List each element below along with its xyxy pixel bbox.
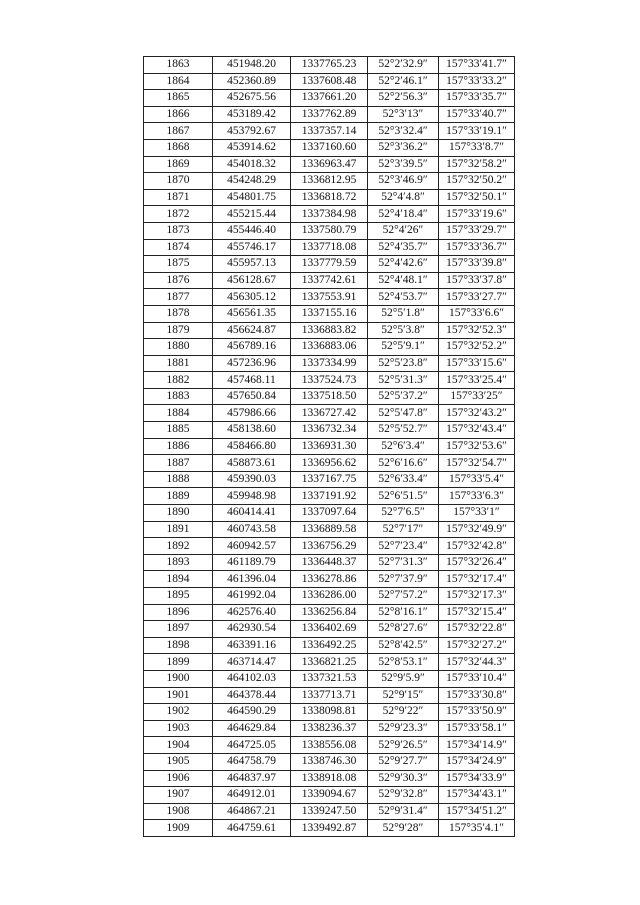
y-coordinate-cell: 1337321.53: [291, 670, 368, 687]
table-row: [144, 422, 515, 439]
point-number-cell: 1907: [144, 787, 213, 804]
longitude-cell: 157°33′40.7″: [439, 106, 515, 123]
y-coordinate-cell: 1336286.00: [291, 588, 368, 605]
table-row: [144, 57, 515, 74]
x-coordinate-cell: 460414.41: [213, 505, 291, 522]
point-number-cell: 1871: [144, 189, 213, 206]
x-coordinate-cell: 461992.04: [213, 588, 291, 605]
y-coordinate-cell: 1339247.50: [291, 803, 368, 820]
latitude-cell: 52°9′30.3″: [368, 770, 439, 787]
table-row: [144, 720, 515, 737]
table-row: [144, 471, 515, 488]
latitude-cell: 52°3′39.5″: [368, 156, 439, 173]
latitude-cell: 52°2′46.1″: [368, 73, 439, 90]
x-coordinate-cell: 454018.32: [213, 156, 291, 173]
longitude-cell: 157°33′6.3″: [439, 488, 515, 505]
table-row: [144, 521, 515, 538]
y-coordinate-cell: 1337097.64: [291, 505, 368, 522]
longitude-cell: 157°32′43.4″: [439, 422, 515, 439]
longitude-cell: 157°32′22.8″: [439, 621, 515, 638]
point-number-cell: 1884: [144, 405, 213, 422]
x-coordinate-cell: 455215.44: [213, 206, 291, 223]
y-coordinate-cell: 1336256.84: [291, 604, 368, 621]
table-row: [144, 139, 515, 156]
longitude-cell: 157°33′35.7″: [439, 90, 515, 107]
x-coordinate-cell: 464758.79: [213, 753, 291, 770]
point-number-cell: 1891: [144, 521, 213, 538]
longitude-cell: 157°32′50.1″: [439, 189, 515, 206]
point-number-cell: 1895: [144, 588, 213, 605]
point-number-cell: 1902: [144, 704, 213, 721]
x-coordinate-cell: 464725.05: [213, 737, 291, 754]
table-row: [144, 189, 515, 206]
point-number-cell: 1865: [144, 90, 213, 107]
longitude-cell: 157°32′26.4″: [439, 554, 515, 571]
y-coordinate-cell: 1337334.99: [291, 355, 368, 372]
longitude-cell: 157°33′39.8″: [439, 256, 515, 273]
table-row: [144, 339, 515, 356]
longitude-cell: 157°32′42.8″: [439, 538, 515, 555]
table-row: [144, 90, 515, 107]
longitude-cell: 157°32′17.4″: [439, 571, 515, 588]
latitude-cell: 52°4′18.4″: [368, 206, 439, 223]
x-coordinate-cell: 456624.87: [213, 322, 291, 339]
x-coordinate-cell: 460743.58: [213, 521, 291, 538]
latitude-cell: 52°8′42.5″: [368, 637, 439, 654]
table-row: [144, 106, 515, 123]
table-row: [144, 753, 515, 770]
x-coordinate-cell: 458466.80: [213, 438, 291, 455]
point-number-cell: 1900: [144, 670, 213, 687]
latitude-cell: 52°4′53.7″: [368, 289, 439, 306]
x-coordinate-cell: 457236.96: [213, 355, 291, 372]
y-coordinate-cell: 1336889.58: [291, 521, 368, 538]
table-row: [144, 637, 515, 654]
coordinates-table-body: [144, 57, 515, 837]
point-number-cell: 1886: [144, 438, 213, 455]
point-number-cell: 1903: [144, 720, 213, 737]
latitude-cell: 52°5′37.2″: [368, 388, 439, 405]
y-coordinate-cell: 1338236.37: [291, 720, 368, 737]
table-row: [144, 554, 515, 571]
latitude-cell: 52°9′23.3″: [368, 720, 439, 737]
x-coordinate-cell: 453189.42: [213, 106, 291, 123]
latitude-cell: 52°3′36.2″: [368, 139, 439, 156]
longitude-cell: 157°32′52.2″: [439, 339, 515, 356]
y-coordinate-cell: 1338746.30: [291, 753, 368, 770]
point-number-cell: 1878: [144, 305, 213, 322]
y-coordinate-cell: 1336883.82: [291, 322, 368, 339]
latitude-cell: 52°5′1.8″: [368, 305, 439, 322]
x-coordinate-cell: 463391.16: [213, 637, 291, 654]
y-coordinate-cell: 1336756.29: [291, 538, 368, 555]
table-row: [144, 588, 515, 605]
table-row: [144, 455, 515, 472]
point-number-cell: 1876: [144, 272, 213, 289]
y-coordinate-cell: 1337762.89: [291, 106, 368, 123]
longitude-cell: 157°33′15.6″: [439, 355, 515, 372]
table-row: [144, 770, 515, 787]
y-coordinate-cell: 1337357.14: [291, 123, 368, 140]
x-coordinate-cell: 452675.56: [213, 90, 291, 107]
latitude-cell: 52°6′3.4″: [368, 438, 439, 455]
longitude-cell: 157°33′25″: [439, 388, 515, 405]
point-number-cell: 1869: [144, 156, 213, 173]
point-number-cell: 1897: [144, 621, 213, 638]
x-coordinate-cell: 459390.03: [213, 471, 291, 488]
y-coordinate-cell: 1336812.95: [291, 173, 368, 190]
x-coordinate-cell: 458873.61: [213, 455, 291, 472]
table-row: [144, 687, 515, 704]
x-coordinate-cell: 456789.16: [213, 339, 291, 356]
table-row: [144, 123, 515, 140]
y-coordinate-cell: 1339094.67: [291, 787, 368, 804]
table-row: [144, 289, 515, 306]
x-coordinate-cell: 464867.21: [213, 803, 291, 820]
longitude-cell: 157°33′29.7″: [439, 222, 515, 239]
y-coordinate-cell: 1338918.08: [291, 770, 368, 787]
latitude-cell: 52°9′15″: [368, 687, 439, 704]
latitude-cell: 52°3′13″: [368, 106, 439, 123]
point-number-cell: 1866: [144, 106, 213, 123]
y-coordinate-cell: 1337608.48: [291, 73, 368, 90]
table-row: [144, 222, 515, 239]
longitude-cell: 157°33′8.7″: [439, 139, 515, 156]
latitude-cell: 52°2′32.9″: [368, 57, 439, 74]
y-coordinate-cell: 1336883.06: [291, 339, 368, 356]
table-row: [144, 305, 515, 322]
latitude-cell: 52°9′31.4″: [368, 803, 439, 820]
point-number-cell: 1873: [144, 222, 213, 239]
point-number-cell: 1877: [144, 289, 213, 306]
longitude-cell: 157°33′1″: [439, 505, 515, 522]
table-row: [144, 239, 515, 256]
longitude-cell: 157°35′4.1″: [439, 820, 515, 837]
table-row: [144, 206, 515, 223]
latitude-cell: 52°7′17″: [368, 521, 439, 538]
longitude-cell: 157°33′30.8″: [439, 687, 515, 704]
y-coordinate-cell: 1337765.23: [291, 57, 368, 74]
point-number-cell: 1887: [144, 455, 213, 472]
table-row: [144, 156, 515, 173]
longitude-cell: 157°32′27.2″: [439, 637, 515, 654]
longitude-cell: 157°33′37.8″: [439, 272, 515, 289]
table-row: [144, 803, 515, 820]
point-number-cell: 1898: [144, 637, 213, 654]
latitude-cell: 52°9′32.8″: [368, 787, 439, 804]
x-coordinate-cell: 457986.66: [213, 405, 291, 422]
x-coordinate-cell: 454801.75: [213, 189, 291, 206]
longitude-cell: 157°34′33.9″: [439, 770, 515, 787]
y-coordinate-cell: 1336727.42: [291, 405, 368, 422]
y-coordinate-cell: 1337524.73: [291, 372, 368, 389]
x-coordinate-cell: 464759.61: [213, 820, 291, 837]
latitude-cell: 52°4′35.7″: [368, 239, 439, 256]
point-number-cell: 1872: [144, 206, 213, 223]
table-row: [144, 621, 515, 638]
x-coordinate-cell: 461396.04: [213, 571, 291, 588]
table-row: [144, 670, 515, 687]
point-number-cell: 1875: [144, 256, 213, 273]
table-row: [144, 538, 515, 555]
longitude-cell: 157°32′53.6″: [439, 438, 515, 455]
longitude-cell: 157°32′49.9″: [439, 521, 515, 538]
point-number-cell: 1901: [144, 687, 213, 704]
longitude-cell: 157°32′50.2″: [439, 173, 515, 190]
latitude-cell: 52°5′47.8″: [368, 405, 439, 422]
longitude-cell: 157°32′58.2″: [439, 156, 515, 173]
table-row: [144, 737, 515, 754]
point-number-cell: 1908: [144, 803, 213, 820]
y-coordinate-cell: 1339492.87: [291, 820, 368, 837]
latitude-cell: 52°4′26″: [368, 222, 439, 239]
y-coordinate-cell: 1336402.69: [291, 621, 368, 638]
latitude-cell: 52°5′9.1″: [368, 339, 439, 356]
longitude-cell: 157°33′36.7″: [439, 239, 515, 256]
longitude-cell: 157°34′14.9″: [439, 737, 515, 754]
point-number-cell: 1881: [144, 355, 213, 372]
x-coordinate-cell: 451948.20: [213, 57, 291, 74]
point-number-cell: 1890: [144, 505, 213, 522]
x-coordinate-cell: 456305.12: [213, 289, 291, 306]
point-number-cell: 1896: [144, 604, 213, 621]
longitude-cell: 157°32′52.3″: [439, 322, 515, 339]
x-coordinate-cell: 454248.29: [213, 173, 291, 190]
table-row: [144, 355, 515, 372]
x-coordinate-cell: 462930.54: [213, 621, 291, 638]
point-number-cell: 1904: [144, 737, 213, 754]
x-coordinate-cell: 455957.13: [213, 256, 291, 273]
latitude-cell: 52°3′32.4″: [368, 123, 439, 140]
latitude-cell: 52°6′51.5″: [368, 488, 439, 505]
table-row: [144, 787, 515, 804]
table-row: [144, 571, 515, 588]
table-row: [144, 438, 515, 455]
x-coordinate-cell: 453792.67: [213, 123, 291, 140]
y-coordinate-cell: 1336818.72: [291, 189, 368, 206]
y-coordinate-cell: 1337742.61: [291, 272, 368, 289]
x-coordinate-cell: 460942.57: [213, 538, 291, 555]
longitude-cell: 157°33′6.6″: [439, 305, 515, 322]
x-coordinate-cell: 464590.29: [213, 704, 291, 721]
longitude-cell: 157°32′54.7″: [439, 455, 515, 472]
table-row: [144, 372, 515, 389]
y-coordinate-cell: 1337553.91: [291, 289, 368, 306]
y-coordinate-cell: 1337713.71: [291, 687, 368, 704]
x-coordinate-cell: 452360.89: [213, 73, 291, 90]
latitude-cell: 52°7′57.2″: [368, 588, 439, 605]
point-number-cell: 1885: [144, 422, 213, 439]
y-coordinate-cell: 1337661.20: [291, 90, 368, 107]
point-number-cell: 1882: [144, 372, 213, 389]
table-row: [144, 704, 515, 721]
point-number-cell: 1883: [144, 388, 213, 405]
longitude-cell: 157°32′43.2″: [439, 405, 515, 422]
x-coordinate-cell: 461189.79: [213, 554, 291, 571]
latitude-cell: 52°9′26.5″: [368, 737, 439, 754]
point-number-cell: 1864: [144, 73, 213, 90]
longitude-cell: 157°33′27.7″: [439, 289, 515, 306]
coordinates-table: [143, 56, 515, 837]
longitude-cell: 157°33′10.4″: [439, 670, 515, 687]
longitude-cell: 157°33′41.7″: [439, 57, 515, 74]
y-coordinate-cell: 1336448.37: [291, 554, 368, 571]
x-coordinate-cell: 456561.35: [213, 305, 291, 322]
point-number-cell: 1893: [144, 554, 213, 571]
x-coordinate-cell: 464102.03: [213, 670, 291, 687]
longitude-cell: 157°32′44.3″: [439, 654, 515, 671]
point-number-cell: 1863: [144, 57, 213, 74]
longitude-cell: 157°33′19.6″: [439, 206, 515, 223]
x-coordinate-cell: 457650.84: [213, 388, 291, 405]
point-number-cell: 1899: [144, 654, 213, 671]
point-number-cell: 1905: [144, 753, 213, 770]
latitude-cell: 52°6′16.6″: [368, 455, 439, 472]
point-number-cell: 1868: [144, 139, 213, 156]
latitude-cell: 52°9′28″: [368, 820, 439, 837]
y-coordinate-cell: 1336821.25: [291, 654, 368, 671]
x-coordinate-cell: 464837.97: [213, 770, 291, 787]
longitude-cell: 157°33′25.4″: [439, 372, 515, 389]
y-coordinate-cell: 1337580.79: [291, 222, 368, 239]
y-coordinate-cell: 1336956.62: [291, 455, 368, 472]
x-coordinate-cell: 455446.40: [213, 222, 291, 239]
table-row: [144, 322, 515, 339]
y-coordinate-cell: 1336732.34: [291, 422, 368, 439]
latitude-cell: 52°9′27.7″: [368, 753, 439, 770]
point-number-cell: 1888: [144, 471, 213, 488]
longitude-cell: 157°33′19.1″: [439, 123, 515, 140]
longitude-cell: 157°33′5.4″: [439, 471, 515, 488]
table-row: [144, 256, 515, 273]
y-coordinate-cell: 1337779.59: [291, 256, 368, 273]
point-number-cell: 1892: [144, 538, 213, 555]
x-coordinate-cell: 456128.67: [213, 272, 291, 289]
x-coordinate-cell: 455746.17: [213, 239, 291, 256]
longitude-cell: 157°33′33.2″: [439, 73, 515, 90]
table-row: [144, 488, 515, 505]
table-row: [144, 73, 515, 90]
longitude-cell: 157°32′17.3″: [439, 588, 515, 605]
latitude-cell: 52°5′31.3″: [368, 372, 439, 389]
latitude-cell: 52°8′27.6″: [368, 621, 439, 638]
y-coordinate-cell: 1337160.60: [291, 139, 368, 156]
latitude-cell: 52°4′4.8″: [368, 189, 439, 206]
y-coordinate-cell: 1337718.08: [291, 239, 368, 256]
table-row: [144, 505, 515, 522]
latitude-cell: 52°9′22″: [368, 704, 439, 721]
point-number-cell: 1889: [144, 488, 213, 505]
x-coordinate-cell: 457468.11: [213, 372, 291, 389]
longitude-cell: 157°34′43.1″: [439, 787, 515, 804]
point-number-cell: 1867: [144, 123, 213, 140]
y-coordinate-cell: 1338556.08: [291, 737, 368, 754]
x-coordinate-cell: 464629.84: [213, 720, 291, 737]
table-row: [144, 820, 515, 837]
latitude-cell: 52°8′16.1″: [368, 604, 439, 621]
latitude-cell: 52°7′31.3″: [368, 554, 439, 571]
table-row: [144, 388, 515, 405]
latitude-cell: 52°7′6.5″: [368, 505, 439, 522]
latitude-cell: 52°6′33.4″: [368, 471, 439, 488]
longitude-cell: 157°33′58.1″: [439, 720, 515, 737]
point-number-cell: 1880: [144, 339, 213, 356]
point-number-cell: 1909: [144, 820, 213, 837]
latitude-cell: 52°5′3.8″: [368, 322, 439, 339]
point-number-cell: 1870: [144, 173, 213, 190]
table-row: [144, 604, 515, 621]
longitude-cell: 157°33′50.9″: [439, 704, 515, 721]
y-coordinate-cell: 1337518.50: [291, 388, 368, 405]
y-coordinate-cell: 1336931.30: [291, 438, 368, 455]
latitude-cell: 52°3′46.9″: [368, 173, 439, 190]
latitude-cell: 52°4′42.6″: [368, 256, 439, 273]
table-row: [144, 173, 515, 190]
point-number-cell: 1894: [144, 571, 213, 588]
x-coordinate-cell: 458138.60: [213, 422, 291, 439]
x-coordinate-cell: 459948.98: [213, 488, 291, 505]
point-number-cell: 1879: [144, 322, 213, 339]
longitude-cell: 157°32′15.4″: [439, 604, 515, 621]
latitude-cell: 52°2′56.3″: [368, 90, 439, 107]
latitude-cell: 52°7′23.4″: [368, 538, 439, 555]
point-number-cell: 1906: [144, 770, 213, 787]
latitude-cell: 52°9′5.9″: [368, 670, 439, 687]
x-coordinate-cell: 464378.44: [213, 687, 291, 704]
table-row: [144, 654, 515, 671]
table-row: [144, 405, 515, 422]
latitude-cell: 52°5′23.8″: [368, 355, 439, 372]
y-coordinate-cell: 1336278.86: [291, 571, 368, 588]
point-number-cell: 1874: [144, 239, 213, 256]
y-coordinate-cell: 1338098.81: [291, 704, 368, 721]
y-coordinate-cell: 1336492.25: [291, 637, 368, 654]
y-coordinate-cell: 1337155.16: [291, 305, 368, 322]
x-coordinate-cell: 462576.40: [213, 604, 291, 621]
x-coordinate-cell: 464912.01: [213, 787, 291, 804]
longitude-cell: 157°34′51.2″: [439, 803, 515, 820]
y-coordinate-cell: 1337191.92: [291, 488, 368, 505]
table-row: [144, 272, 515, 289]
longitude-cell: 157°34′24.9″: [439, 753, 515, 770]
y-coordinate-cell: 1336963.47: [291, 156, 368, 173]
x-coordinate-cell: 463714.47: [213, 654, 291, 671]
y-coordinate-cell: 1337384.98: [291, 206, 368, 223]
latitude-cell: 52°5′52.7″: [368, 422, 439, 439]
x-coordinate-cell: 453914.62: [213, 139, 291, 156]
latitude-cell: 52°8′53.1″: [368, 654, 439, 671]
y-coordinate-cell: 1337167.75: [291, 471, 368, 488]
latitude-cell: 52°7′37.9″: [368, 571, 439, 588]
latitude-cell: 52°4′48.1″: [368, 272, 439, 289]
